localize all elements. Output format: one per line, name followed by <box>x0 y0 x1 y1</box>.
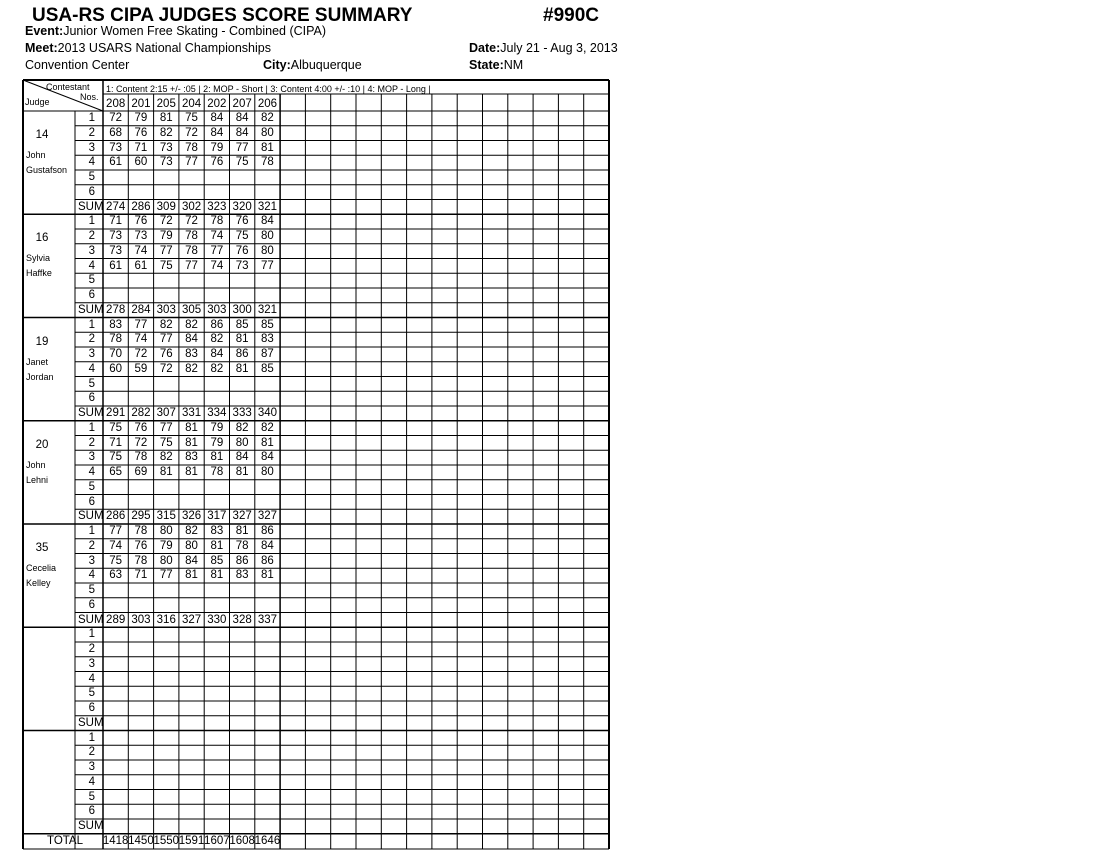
score-cell: 68 <box>109 126 123 139</box>
score-cell: 82 <box>159 451 173 464</box>
score-cell: 79 <box>159 230 173 242</box>
score-cell: 69 <box>134 466 148 478</box>
score-cell: 75 <box>109 421 123 434</box>
score-cell: 74 <box>134 244 148 257</box>
sum-cell: 320 <box>232 200 252 213</box>
city-value: Albuquerque <box>290 58 362 72</box>
score-cell: 82 <box>210 362 224 375</box>
score-cell: 78 <box>210 215 224 228</box>
score-cell: 78 <box>261 156 274 169</box>
score-cell: 71 <box>134 569 148 582</box>
row-label: 1 <box>88 525 95 537</box>
score-cell: 79 <box>159 539 173 552</box>
meet-value: 2013 USARS National Championships <box>57 41 271 55</box>
score-cell: 83 <box>235 569 249 582</box>
score-cell: 82 <box>185 362 198 375</box>
score-cell: 84 <box>261 451 274 464</box>
score-cell: 80 <box>261 466 274 478</box>
row-label: 3 <box>88 141 95 154</box>
score-cell: 80 <box>261 126 274 139</box>
event-label: Event: <box>25 24 64 38</box>
row-label-sum: SUM <box>78 510 104 523</box>
total-cell: 1591 <box>178 834 205 847</box>
sum-cell: 305 <box>181 303 202 316</box>
meet-label: Meet: <box>25 41 58 55</box>
sum-cell: 323 <box>207 200 227 213</box>
score-cell: 78 <box>134 451 148 464</box>
sum-cell: 282 <box>131 407 151 419</box>
row-label: 2 <box>88 746 95 759</box>
row-label: 6 <box>88 495 95 508</box>
judge-number: 20 <box>35 438 49 451</box>
score-cell: 72 <box>134 348 148 360</box>
score-cell: 82 <box>159 318 173 331</box>
row-label-sum: SUM <box>78 407 104 419</box>
score-cell: 72 <box>134 436 148 449</box>
sum-cell: 321 <box>257 303 278 316</box>
row-label: 1 <box>88 731 95 744</box>
row-label: 6 <box>88 702 95 714</box>
row-label: 5 <box>88 171 95 183</box>
sum-cell: 286 <box>106 510 126 523</box>
score-cell: 86 <box>261 525 274 537</box>
contestant-number: 205 <box>156 98 176 110</box>
date-value: July 21 - Aug 3, 2013 <box>500 41 618 55</box>
score-cell: 80 <box>261 244 274 257</box>
score-cell: 85 <box>235 318 249 331</box>
sum-cell: 317 <box>207 510 227 523</box>
score-cell: 76 <box>134 421 148 434</box>
row-label: 6 <box>88 289 95 301</box>
event-value: Junior Women Free Skating - Combined (CIPA) <box>63 24 327 38</box>
contestant-number: 204 <box>181 98 202 110</box>
score-cell: 73 <box>134 230 148 242</box>
score-cell: 77 <box>159 421 173 434</box>
score-cell: 86 <box>210 318 224 331</box>
score-cell: 78 <box>185 141 198 154</box>
score-cell: 78 <box>134 554 148 567</box>
score-cell: 82 <box>159 126 173 139</box>
score-cell: 83 <box>185 348 198 360</box>
score-cell: 85 <box>210 554 224 567</box>
score-cell: 81 <box>210 539 224 552</box>
row-label: 2 <box>88 539 95 552</box>
judge-number: 19 <box>35 335 49 348</box>
total-label: TOTAL <box>47 834 83 847</box>
sum-cell: 309 <box>156 200 176 213</box>
score-cell: 86 <box>261 554 274 567</box>
row-label: 5 <box>88 480 95 493</box>
row-label: 4 <box>88 569 95 582</box>
row-label: 2 <box>88 230 95 242</box>
score-cell: 61 <box>109 156 123 169</box>
score-cell: 84 <box>235 451 249 464</box>
row-label: 5 <box>88 687 95 700</box>
score-cell: 79 <box>210 141 224 154</box>
total-cell: 1550 <box>153 834 180 847</box>
row-label: 5 <box>88 377 95 390</box>
score-cell: 83 <box>261 333 274 346</box>
score-cell: 60 <box>109 362 123 375</box>
score-cell: 77 <box>261 259 274 272</box>
score-cell: 77 <box>210 244 224 257</box>
score-cell: 86 <box>235 554 249 567</box>
contestant-number: 202 <box>207 98 227 110</box>
sum-cell: 284 <box>131 303 151 316</box>
score-cell: 82 <box>185 318 198 331</box>
row-label: 6 <box>88 185 95 198</box>
score-cell: 84 <box>210 112 224 124</box>
sum-cell: 303 <box>156 303 176 316</box>
score-cell: 72 <box>159 215 173 228</box>
score-cell: 81 <box>235 362 249 375</box>
score-cell: 84 <box>261 539 274 552</box>
score-cell: 71 <box>109 215 123 228</box>
judge-first-name: Janet <box>26 356 49 367</box>
score-cell: 73 <box>159 156 173 169</box>
score-cell: 82 <box>235 421 249 434</box>
contestant-number: 207 <box>232 98 252 110</box>
score-cell: 74 <box>210 230 224 242</box>
score-cell: 81 <box>159 466 173 478</box>
judge-label: Judge <box>25 97 50 107</box>
score-cell: 85 <box>261 362 274 375</box>
row-label-sum: SUM <box>78 200 104 213</box>
score-cell: 76 <box>210 156 224 169</box>
sum-cell: 315 <box>156 510 176 523</box>
row-label: 3 <box>88 657 95 670</box>
score-cell: 81 <box>261 436 274 449</box>
judge-last-name: Lehni <box>26 474 49 485</box>
contestant-number: 208 <box>106 98 126 110</box>
score-cell: 80 <box>159 554 173 567</box>
row-label: 3 <box>88 348 95 360</box>
score-cell: 80 <box>261 230 274 242</box>
score-cell: 77 <box>185 259 198 272</box>
row-label-sum: SUM <box>78 820 104 832</box>
score-cell: 74 <box>109 539 123 552</box>
score-cell: 81 <box>261 569 274 582</box>
contestant-label: Contestant <box>46 82 90 92</box>
score-cell: 81 <box>185 569 198 582</box>
sum-cell: 331 <box>181 407 202 419</box>
judge-first-name: Cecelia <box>26 563 57 573</box>
sum-cell: 337 <box>257 613 278 626</box>
score-cell: 81 <box>235 525 249 537</box>
score-cell: 78 <box>185 244 198 257</box>
total-cell: 1646 <box>254 834 281 847</box>
judge-last-name: Gustafson <box>26 165 68 175</box>
judge-number: 14 <box>35 129 49 141</box>
score-cell: 84 <box>185 554 198 567</box>
judge-first-name: John <box>26 150 46 160</box>
score-cell: 83 <box>185 451 198 464</box>
sum-cell: 303 <box>131 613 151 626</box>
score-cell: 81 <box>210 569 224 582</box>
sum-cell: 286 <box>131 200 151 213</box>
sum-cell: 300 <box>232 303 252 316</box>
score-cell: 77 <box>109 525 123 537</box>
contestant-number: 206 <box>257 98 278 110</box>
venue-value: Convention Center <box>25 58 130 72</box>
row-label: 1 <box>88 112 95 124</box>
score-cell: 76 <box>134 539 148 552</box>
legend-text: 1: Content 2:15 +/- :05 | 2: MOP - Short | 3: Content 4:00 +/- :10 | 4: MOP - Long | <box>106 84 431 94</box>
sum-cell: 328 <box>232 613 252 626</box>
score-cell: 81 <box>235 466 249 478</box>
score-cell: 71 <box>134 141 148 154</box>
score-cell: 78 <box>235 539 249 552</box>
sum-cell: 302 <box>181 200 202 213</box>
score-cell: 73 <box>159 141 173 154</box>
score-cell: 75 <box>159 436 173 449</box>
score-cell: 77 <box>159 244 173 257</box>
sum-cell: 303 <box>207 303 227 316</box>
row-label: 5 <box>88 790 95 803</box>
row-label: 1 <box>88 421 95 434</box>
score-cell: 74 <box>210 259 224 272</box>
score-cell: 85 <box>261 318 274 331</box>
score-cell: 84 <box>210 126 224 139</box>
score-cell: 82 <box>210 333 224 346</box>
sum-cell: 274 <box>106 200 126 213</box>
score-cell: 77 <box>134 318 148 331</box>
score-cell: 84 <box>235 126 249 139</box>
score-cell: 84 <box>185 333 198 346</box>
score-cell: 75 <box>235 156 249 169</box>
score-cell: 75 <box>109 554 123 567</box>
sum-cell: 307 <box>156 407 176 419</box>
page-title: USA-RS CIPA JUDGES SCORE SUMMARY <box>32 5 413 26</box>
score-cell: 77 <box>159 333 173 346</box>
score-cell: 75 <box>235 230 249 242</box>
sum-cell: 316 <box>156 613 176 626</box>
score-cell: 70 <box>109 348 123 360</box>
score-cell: 76 <box>134 215 148 228</box>
contestant-number: 201 <box>131 98 151 110</box>
total-cell: 1608 <box>229 834 255 847</box>
row-label: 4 <box>88 362 95 375</box>
row-label-sum: SUM <box>78 613 104 626</box>
score-cell: 81 <box>185 421 198 434</box>
score-cell: 82 <box>185 525 198 537</box>
score-cell: 72 <box>185 126 198 139</box>
judge-last-name: Haffke <box>26 268 52 279</box>
sum-cell: 291 <box>106 407 126 419</box>
judge-last-name: Kelley <box>26 578 51 588</box>
sum-cell: 327 <box>232 510 252 523</box>
score-cell: 73 <box>109 230 123 242</box>
score-cell: 81 <box>185 466 198 478</box>
row-label: 5 <box>88 274 95 287</box>
sum-cell: 278 <box>106 303 126 316</box>
score-cell: 82 <box>261 421 274 434</box>
score-cell: 87 <box>261 348 274 360</box>
form-number: #990C <box>543 5 599 26</box>
judge-last-name: Jordan <box>26 371 54 382</box>
sum-cell: 327 <box>257 510 278 523</box>
score-cell: 76 <box>235 244 249 257</box>
score-cell: 80 <box>159 525 173 537</box>
sum-cell: 321 <box>257 200 278 213</box>
sum-cell: 295 <box>131 510 151 523</box>
score-cell: 73 <box>109 244 123 257</box>
score-cell: 76 <box>235 215 249 228</box>
score-cell: 75 <box>109 451 123 464</box>
row-label: 4 <box>88 672 95 685</box>
judge-first-name: John <box>26 459 46 470</box>
score-cell: 76 <box>159 348 173 360</box>
sum-cell: 330 <box>207 613 227 626</box>
score-cell: 84 <box>261 215 274 228</box>
score-cell: 83 <box>109 318 123 331</box>
score-cell: 75 <box>159 259 173 272</box>
score-cell: 83 <box>210 525 224 537</box>
row-label: 6 <box>88 805 95 818</box>
score-cell: 80 <box>235 436 249 449</box>
row-label: 2 <box>88 643 95 655</box>
date-label: Date: <box>469 41 501 55</box>
nos-label: Nos. <box>80 92 99 102</box>
score-cell: 61 <box>134 259 148 272</box>
score-cell: 72 <box>109 112 123 124</box>
score-cell: 75 <box>185 112 198 124</box>
score-cell: 84 <box>210 348 224 360</box>
score-cell: 77 <box>235 141 249 154</box>
row-label: 5 <box>88 584 95 596</box>
row-label: 2 <box>88 436 95 449</box>
score-cell: 73 <box>109 141 123 154</box>
score-cell: 80 <box>185 539 198 552</box>
row-label: 4 <box>88 156 95 169</box>
row-label-sum: SUM <box>78 303 104 316</box>
sum-cell: 327 <box>181 613 202 626</box>
row-label: 3 <box>88 554 95 567</box>
score-cell: 72 <box>185 215 198 228</box>
row-label: 2 <box>88 126 95 139</box>
sum-cell: 334 <box>207 407 227 419</box>
total-cell: 1450 <box>128 834 154 847</box>
state-value: NM <box>503 58 524 72</box>
score-cell: 81 <box>235 333 249 346</box>
row-label: 1 <box>88 628 95 641</box>
score-cell: 78 <box>134 525 148 537</box>
row-label: 3 <box>88 451 95 464</box>
sum-cell: 289 <box>106 613 126 626</box>
score-cell: 72 <box>159 362 173 375</box>
score-cell: 86 <box>235 348 249 360</box>
score-cell: 63 <box>109 569 123 582</box>
city-label: City: <box>263 58 291 72</box>
total-cell: 1418 <box>102 834 129 847</box>
judge-first-name: Sylvia <box>26 253 51 264</box>
score-cell: 81 <box>261 141 274 154</box>
row-label: 6 <box>88 392 95 405</box>
score-cell: 81 <box>210 451 224 464</box>
score-cell: 81 <box>159 112 173 124</box>
score-cell: 78 <box>185 230 198 242</box>
state-label: State: <box>469 58 504 72</box>
score-cell: 79 <box>210 421 224 434</box>
row-label: 3 <box>88 244 95 257</box>
score-cell: 59 <box>134 362 148 375</box>
score-cell: 60 <box>134 156 148 169</box>
judge-number: 35 <box>35 542 49 554</box>
row-label: 1 <box>88 215 95 228</box>
score-cell: 84 <box>235 112 249 124</box>
score-cell: 71 <box>109 436 123 449</box>
sum-cell: 326 <box>181 510 202 523</box>
score-cell: 65 <box>109 466 123 478</box>
total-cell: 1607 <box>204 834 230 847</box>
score-cell: 74 <box>134 333 148 346</box>
row-label: 3 <box>88 761 95 773</box>
row-label: 6 <box>88 598 95 611</box>
row-label: 4 <box>88 259 95 272</box>
score-cell: 78 <box>109 333 123 346</box>
score-cell: 77 <box>185 156 198 169</box>
row-label: 1 <box>88 318 95 331</box>
score-cell: 79 <box>210 436 224 449</box>
score-cell: 81 <box>185 436 198 449</box>
score-cell: 78 <box>210 466 224 478</box>
score-cell: 61 <box>109 259 123 272</box>
sum-cell: 340 <box>257 407 278 419</box>
score-cell: 76 <box>134 126 148 139</box>
score-cell: 73 <box>235 259 249 272</box>
judge-number: 16 <box>35 232 49 245</box>
score-cell: 82 <box>261 112 274 124</box>
row-label: 2 <box>88 333 95 346</box>
row-label-sum: SUM <box>78 716 104 729</box>
row-label: 4 <box>88 775 95 788</box>
sum-cell: 333 <box>232 407 252 419</box>
row-label: 4 <box>88 466 95 478</box>
score-cell: 77 <box>159 569 173 582</box>
score-cell: 79 <box>134 112 148 124</box>
